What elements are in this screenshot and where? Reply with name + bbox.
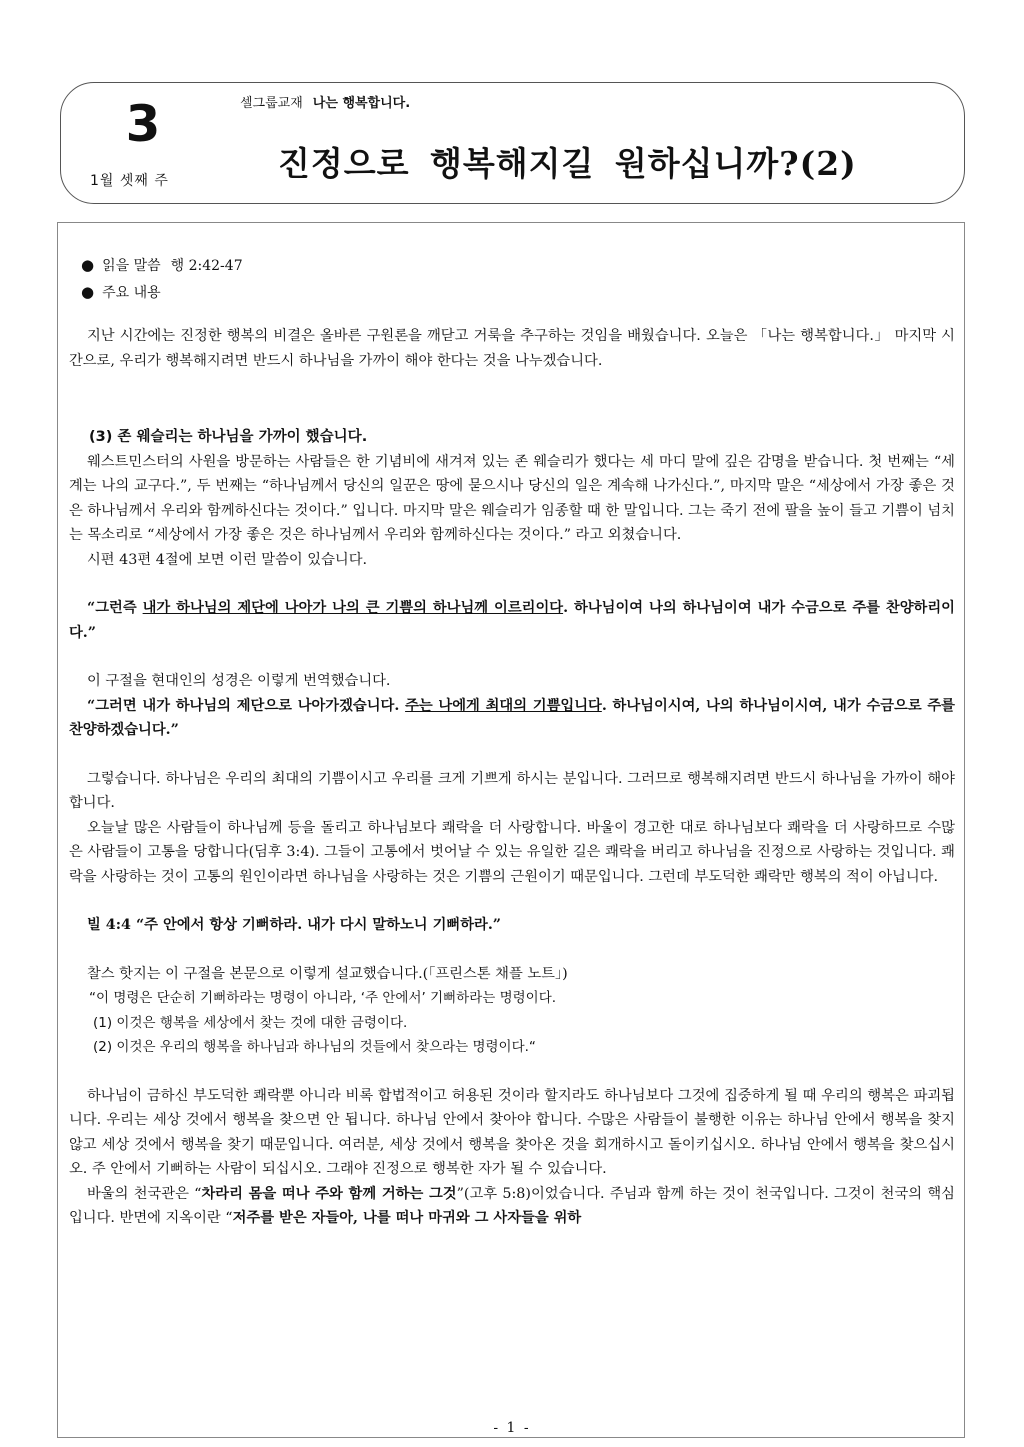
bullet-icon: ● xyxy=(81,283,95,301)
paragraph: 이 구절을 현대인의 성경은 이렇게 번역했습니다. xyxy=(87,673,391,689)
underlined-verse: 내가 하나님의 제단에 나아가 나의 큰 기쁨의 하나님께 이르리이다 xyxy=(142,600,564,616)
paragraph: 바울의 천국관은 “차라리 몸을 떠나 주와 함께 거하는 그것”(고후 5:8)이었습니다. 주님과 함께 하는 것이 천국입니다. 그것이 천국의 핵심입니다. 반면에 지옥이란 “저주를 받은 자들아, 나를 떠나 마귀와 그 사자들을 위하 xyxy=(69,1185,955,1226)
intro-paragraph: 지난 시간에는 진정한 행복의 비결은 올바른 구원론을 깨닫고 거룩을 추구하는 것임을 배웠습니다. 오늘은 「나는 행복합니다.」 마지막 시간으로, 우리가 행복해지려면 반드시 하나님을 가까이 해야 한다는 것을 나누겠습니다. xyxy=(69,328,955,369)
paragraph: 시편 43편 4절에 보면 이런 말씀이 있습니다. xyxy=(87,551,368,568)
paragraph: 그렇습니다. 하나님은 우리의 최대의 기쁨이시고 우리를 크게 기쁘게 하시는 분입니다. 그러므로 행복해지려면 반드시 하나님을 가까이 해야 합니다. xyxy=(69,770,955,811)
psalm-quote: “그런즉 내가 하나님의 제단에 나아가 나의 큰 기쁨의 하나님께 이르리이다. 하나님이여 나의 하나님이여 내가 수금으로 주를 찬양하리이다.” xyxy=(69,600,955,641)
bullet-icon: ● xyxy=(81,256,95,274)
section-heading: (3) 존 웨슬리는 하나님을 가까이 했습니다. xyxy=(89,429,368,445)
paragraph: 오늘날 많은 사람들이 하나님께 등을 돌리고 하나님보다 쾌락을 더 사랑합니다. 바울이 경고한 대로 하나님보다 쾌락을 더 사랑하므로 수많은 사람들이 고통을 당합니다(딤후 3:4). 그들이 고통에서 벗어날 수 있는 유일한 길은 쾌락을 버리고 하나님을 진정으로 사랑하는 것입니다. 쾌락을 사랑하는 것이 고통의 원인이라면 하나님을 사랑하는 것은 기쁨의 근원이기 때문입니다. 그런데 부도덕한 쾌락만 행복의 적이 아닙니다. xyxy=(69,819,955,885)
page-title: 진정으로 행복해지길 원하십니까?(2) xyxy=(278,144,857,183)
paragraph: 찰스 핫지는 이 구절을 본문으로 이렇게 설교했습니다.(「프린스톤 채플 노트」) xyxy=(87,965,568,982)
reading-label: 읽을 말씀 xyxy=(102,258,161,274)
paragraph: 하나님이 금하신 부도덕한 쾌락뿐 아니라 비록 합법적이고 허용된 것이라 할지라도 하나님보다 그것에 집중하게 될 때 우리의 행복은 파괴됩니다. 우리는 세상 것에서 행복을 찾으면 안 됩니다. 하나님 안에서 찾아야 합니다. 수많은 사람들이 불행한 이유는 하나님 안에서 행복을 찾지 않고 세상 것에서 행복을 찾기 때문입니다. 여러분, 세상 것에서 행복을 찾아온 것을 회개하시고 돌이키십시오. 하나님 안에서 행복을 찾으십시오. 주 안에서 기뻐하는 사람이 되십시오. 그래야 진정으로 행복한 자가 될 수 있습니다. xyxy=(69,1087,955,1177)
philippians-verse: 빌 4:4 “주 안에서 항상 기뻐하라. 내가 다시 말하노니 기뻐하라.” xyxy=(87,917,502,933)
modern-translation-quote: “그러면 내가 하나님의 제단으로 나아가겠습니다. 주는 나에게 최대의 기쁨입니다. 하나님이시여, 나의 하나님이시여, 내가 수금으로 주를 찬양하겠습니다.” xyxy=(69,697,955,738)
page-number: - 1 - xyxy=(493,1420,531,1436)
series-line xyxy=(240,92,410,111)
main-content-bullet xyxy=(69,279,955,306)
hodge-quote: “이 명령은 단순히 기뻐하라는 명령이 아니라, ‘주 안에서’ 기뻐하라는 명령이다. (1) 이것은 행복을 세상에서 찾는 것에 대한 금령이다. (2) 이것은 우리의 행복을 하나님과 하나님의 것들에서 찾으라는 명령이다.“ xyxy=(89,990,557,1055)
lesson-content xyxy=(69,252,955,1231)
paragraph: 웨스트민스터의 사원을 방문하는 사람들은 한 기념비에 새겨져 있는 존 웨슬리가 했다는 세 마디 말에 깊은 감명을 받습니다. 첫 번째는 “세계는 나의 교구다.”, 두 번째는 “하나님께서 당신의 일꾼은 땅에 묻으시나 당신의 일은 계속해 나가신다.”, 마지막 말은 “세상에서 가장 좋은 것은 하나님께서 우리와 함께하신다는 것이다.” 입니다. 마지막 말은 웨슬리가 임종할 때 한 말입니다. 그는 죽기 전에 팔을 높이 들고 기쁨이 넘치는 목소리로 “세상에서 가장 좋은 것은 하나님께서 우리와 함께하신다는 것이다.” 라고 외쳤습니다. xyxy=(69,453,955,543)
series-title: 나는 행복합니다. xyxy=(312,96,411,111)
reading-ref: 행 2:42-47 xyxy=(170,258,243,274)
lesson-number: 3 xyxy=(125,95,161,153)
series-label: 셀그룹교재 xyxy=(240,96,303,111)
reading-bullet xyxy=(69,252,955,279)
main-content-label: 주요 내용 xyxy=(102,285,161,301)
underlined-verse: 주는 나에게 최대의 기쁨입니다 xyxy=(405,697,602,714)
lesson-week: 1월 셋째 주 xyxy=(90,173,169,189)
